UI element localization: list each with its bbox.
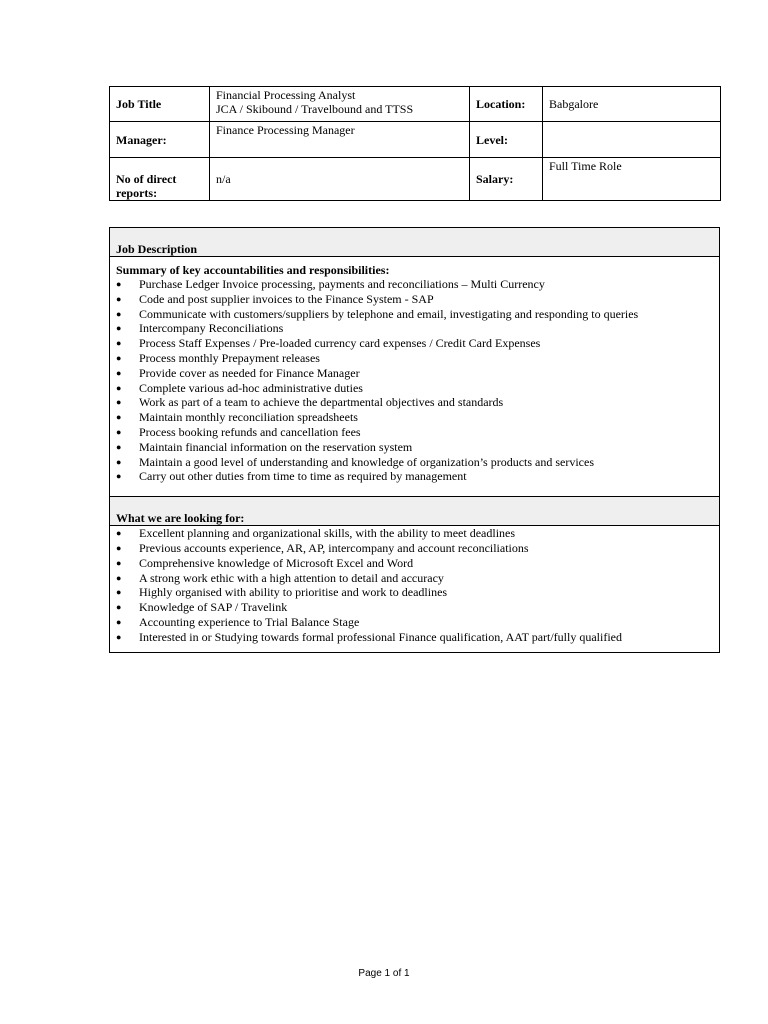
bullet-item: [110, 395, 719, 410]
bullet-text: Previous accounts experience, AR, AP, intercompany and account reconciliations: [139, 540, 529, 555]
bullet-item: [110, 366, 719, 381]
bullet-text: Process Staff Expenses / Pre-loaded currency card expenses / Credit Card Expenses: [139, 336, 541, 351]
bullet-icon: ●: [116, 382, 122, 393]
bullet-icon: ●: [116, 557, 122, 568]
bullet-icon: ●: [116, 367, 122, 378]
bullet-icon: ●: [116, 323, 122, 334]
bullet-icon: ●: [116, 602, 122, 613]
bullet-icon: ●: [116, 412, 122, 423]
bullet-text: Interested in or Studying towards formal professional Finance qualification, AAT part/fully qualified: [139, 629, 622, 644]
location-value: Babgalore: [543, 87, 721, 122]
page-footer: Page 1 of 1: [358, 968, 410, 979]
manager-value: Finance Processing Manager: [210, 122, 470, 158]
bullet-text: Maintain monthly reconciliation spreadsheets: [139, 410, 358, 425]
bullet-icon: ●: [116, 528, 122, 539]
bullet-text: Process booking refunds and cancellation fees: [139, 424, 361, 439]
bullet-text: Carry out other duties from time to time as required by management: [139, 469, 467, 484]
header-row-title: [110, 87, 721, 122]
bullet-icon: ●: [116, 631, 122, 642]
level-label: Level:: [470, 122, 543, 158]
reports-label: [110, 158, 210, 201]
job-description-title: Job Description: [116, 242, 197, 256]
bullet-item: [110, 585, 719, 600]
bullet-item: [110, 440, 719, 455]
bullet-icon: ●: [116, 397, 122, 408]
job-header-table: [109, 86, 721, 201]
bullet-icon: ●: [116, 426, 122, 437]
bullet-text: Code and post supplier invoices to the Finance System - SAP: [139, 291, 434, 306]
bullet-icon: ●: [116, 352, 122, 363]
bullet-icon: ●: [116, 441, 122, 452]
bullet-item: [110, 336, 719, 351]
bullet-text: Accounting experience to Trial Balance Stage: [139, 614, 360, 629]
bullet-text: Work as part of a team to achieve the departmental objectives and standards: [139, 395, 504, 410]
bullet-text: Maintain a good level of understanding and knowledge of organization’s products and services: [139, 454, 594, 469]
looking-for-list: [110, 526, 719, 644]
bullet-item: [110, 321, 719, 336]
bullet-icon: ●: [116, 279, 122, 289]
bullet-item: [110, 469, 719, 484]
bullet-item: [110, 571, 719, 586]
bullet-text: Knowledge of SAP / Travelink: [139, 600, 288, 615]
bullet-icon: ●: [116, 456, 122, 467]
location-label: Location:: [470, 87, 543, 122]
bullet-icon: ●: [116, 587, 122, 598]
manager-label: Manager:: [110, 122, 210, 158]
bullet-item: [110, 277, 719, 292]
bullet-text: Communicate with customers/suppliers by telephone and email, investigating and responding to queries: [139, 306, 639, 321]
bullet-text: Highly organised with ability to prioritise and work to deadlines: [139, 585, 448, 600]
bullet-text: A strong work ethic with a high attention to detail and accuracy: [139, 570, 444, 585]
reports-value: n/a: [210, 158, 470, 201]
bullet-item: [110, 410, 719, 425]
bullet-text: Excellent planning and organizational skills, with the ability to meet deadlines: [139, 526, 516, 541]
bullet-item: [110, 292, 719, 307]
bullet-text: Maintain financial information on the reservation system: [139, 439, 413, 454]
responsibilities-list: [110, 277, 719, 484]
bullet-icon: ●: [116, 293, 122, 304]
bullet-icon: ●: [116, 471, 122, 482]
bullet-text: Complete various ad-hoc administrative duties: [139, 380, 363, 395]
bullet-icon: ●: [116, 572, 122, 583]
bullet-item: [110, 541, 719, 556]
bullet-icon: ●: [116, 542, 122, 553]
looking-for-title-band: [110, 497, 719, 526]
bullet-item: [110, 381, 719, 396]
job-description-title-band: [110, 228, 719, 257]
summary-heading: Summary of key accountabilities and responsibilities:: [116, 263, 390, 277]
bullet-item: [110, 526, 719, 541]
level-value: [543, 122, 721, 158]
job-title-label: Job Title: [110, 87, 210, 122]
bullet-icon: ●: [116, 338, 122, 349]
bullet-text: Comprehensive knowledge of Microsoft Excel and Word: [139, 555, 414, 570]
bullet-text: Purchase Ledger Invoice processing, payments and reconciliations – Multi Currency: [139, 277, 545, 291]
bullet-item: [110, 615, 719, 630]
reports-label-line2: reports:: [116, 186, 158, 200]
bullet-icon: ●: [116, 616, 122, 627]
reports-label-line1: No of direct: [116, 172, 177, 186]
bullet-text: Provide cover as needed for Finance Manager: [139, 365, 360, 380]
bullet-item: [110, 556, 719, 571]
bullet-item: [110, 425, 719, 440]
job-description-box: [109, 227, 720, 653]
salary-label: Salary:: [470, 158, 543, 201]
header-row-reports: [110, 158, 721, 201]
header-row-manager: [110, 122, 721, 158]
bullet-item: [110, 351, 719, 366]
job-title-line1: Financial Processing Analyst: [216, 88, 356, 102]
bullet-text: Process monthly Prepayment releases: [139, 350, 320, 365]
bullet-item: [110, 307, 719, 322]
bullet-item: [110, 455, 719, 470]
salary-value: Full Time Role: [543, 158, 721, 201]
bullet-text: Intercompany Reconciliations: [139, 321, 284, 336]
job-title-value: [210, 87, 470, 122]
bullet-icon: ●: [116, 308, 122, 319]
bullet-item: [110, 630, 719, 645]
job-title-line2: JCA / Skibound / Travelbound and TTSS: [216, 102, 414, 116]
looking-for-heading: What we are looking for:: [116, 511, 245, 526]
bullet-item: [110, 600, 719, 615]
